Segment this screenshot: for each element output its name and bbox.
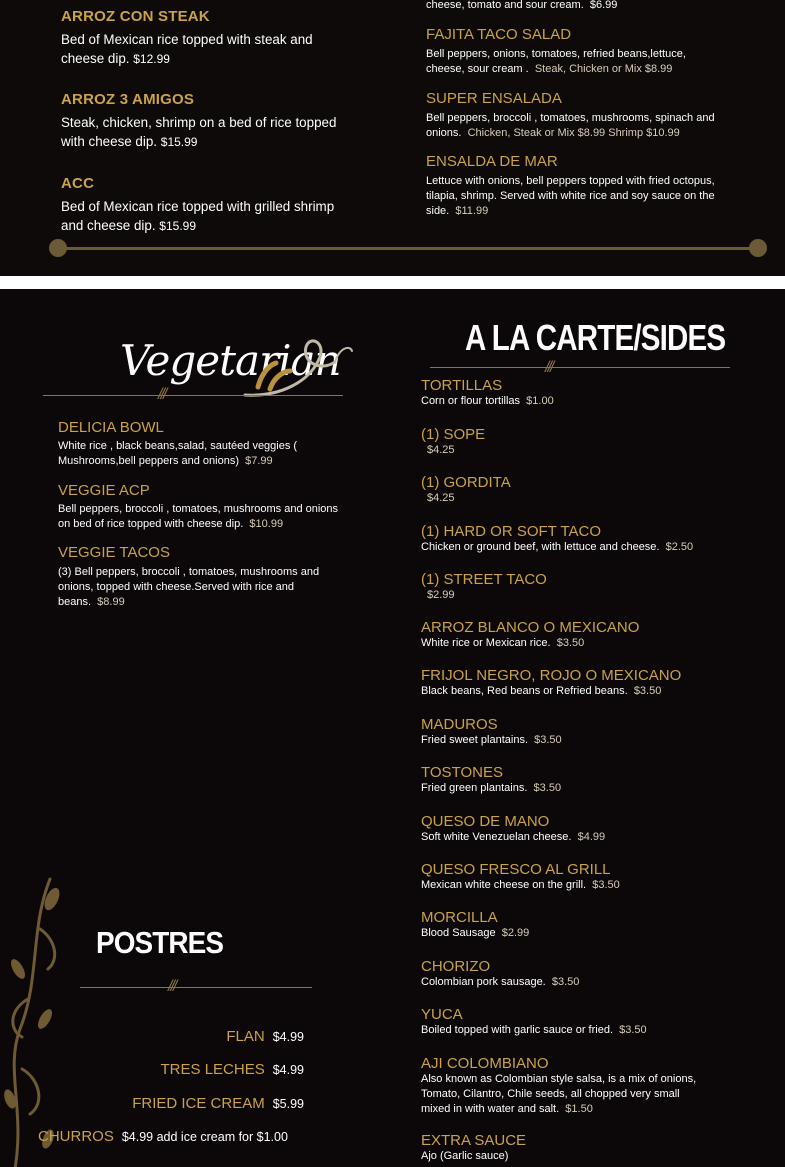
heading-rule — [430, 367, 730, 368]
list-item: QUESO FRESCO AL GRILL Mexican white cheese on the grill. $3.50 — [421, 861, 620, 891]
dessert-item: CHURROS $4.99 add ice cream for $1.00 — [38, 1128, 288, 1145]
item-title: VEGGIE TACOS — [58, 544, 170, 561]
list-item: MORCILLA Blood Sausage $2.99 — [421, 909, 530, 939]
list-item: AJI COLOMBIANO Also known as Colombian style salsa, is a mix of onions, Tomato, Cilantro, Chile seeds, all chopped very small mixed in with water and salt. $1.50 — [421, 1055, 697, 1115]
list-item: TORTILLAS Corn or flour tortillas $1.00 — [421, 377, 554, 407]
divider-dot — [749, 239, 767, 257]
sides-heading: A LA CARTE/SIDES — [465, 317, 726, 358]
list-item: FRIJOL NEGRO, ROJO O MEXICANO Black beans, Red beans or Refried beans. $3.50 — [421, 667, 682, 697]
item-title: ACC — [61, 175, 95, 192]
list-item: CHORIZO Colombian pork sausage. $3.50 — [421, 958, 580, 988]
list-item: (1) GORDITA $4.25 — [421, 474, 511, 504]
item-desc: Bed of Mexican rice topped with grilled shrimp and cheese dip. $15.99 — [61, 199, 335, 233]
item-title: DELICIA BOWL — [58, 419, 164, 436]
item-title: ENSALDA DE MAR — [426, 153, 558, 170]
flourish-icon — [240, 327, 360, 402]
list-item: (1) HARD OR SOFT TACO Chicken or ground beef, with lettuce and cheese. $2.50 — [421, 523, 694, 553]
list-item: (1) STREET TACO $2.99 — [421, 571, 547, 601]
item-title: FAJITA TACO SALAD — [426, 26, 572, 43]
vegetarian-heading: Vegetarian — [120, 336, 341, 385]
item-desc: Bell peppers, onions, tomatoes, refried beans,lettuce, cheese, sour cream . Steak, Chicken or Mix $8.99 — [426, 48, 686, 75]
slash-ornament-icon: /// — [545, 359, 553, 376]
item-title: VEGGIE ACP — [58, 482, 150, 499]
item-desc: Bed of Mexican rice topped with steak and cheese dip. $12.99 — [61, 32, 313, 66]
slash-ornament-icon: /// — [168, 978, 176, 995]
item-desc: Steak, chicken, shrimp on a bed of rice topped with cheese dip. $15.99 — [61, 115, 337, 149]
list-item: TOSTONES Fried green plantains. $3.50 — [421, 764, 562, 794]
bottom-menu-panel — [0, 289, 785, 1167]
postres-heading: POSTRES — [96, 925, 224, 960]
item-title: ARROZ 3 AMIGOS — [61, 91, 195, 108]
item-desc: Bell peppers, broccoli , tomatoes, mushrooms and onions on bed of rice topped with cheese dip. $10.99 — [58, 503, 339, 530]
slash-ornament-icon: /// — [158, 386, 166, 403]
list-item: ARROZ BLANCO O MEXICANO White rice or Mexican rice. $3.50 — [421, 619, 640, 649]
list-item: MADUROS Fried sweet plantains. $3.50 — [421, 716, 562, 746]
top-menu-panel — [0, 0, 785, 276]
list-item: (1) SOPE $4.25 — [421, 426, 486, 456]
divider-bar — [58, 247, 758, 250]
dessert-item: TRES LECHES $4.99 — [160, 1061, 304, 1078]
item-title: SUPER ENSALADA — [426, 90, 562, 107]
dessert-item: FLAN $4.99 — [226, 1028, 304, 1045]
item-desc: (3) Bell peppers, broccoli , tomatoes, mushrooms and onions, topped with cheese.Served with rice and beans. $8.99 — [58, 566, 320, 608]
heading-rule — [80, 987, 312, 988]
item-desc-cutoff: cheese, tomato and sour cream. $6.99 — [426, 0, 618, 11]
item-desc: Bell peppers, broccoli , tomatoes, mushrooms, spinach and onions. Chicken, Steak or Mix $8.99 Shrimp $10.99 — [426, 112, 715, 139]
dessert-item: FRIED ICE CREAM $5.99 — [132, 1095, 304, 1112]
list-item: QUESO DE MANO Soft white Venezuelan cheese. $4.99 — [421, 813, 606, 843]
item-title: ARROZ CON STEAK — [61, 8, 210, 25]
list-item: EXTRA SAUCE Ajo (Garlic sauce) — [421, 1132, 527, 1162]
list-item: YUCA Boiled topped with garlic sauce or fried. $3.50 — [421, 1006, 647, 1036]
heading-rule — [43, 395, 343, 396]
item-desc: Lettuce with onions, bell peppers topped with fried octopus, tilapia, shrimp. Served with white rice and soy sauce on the side. $11.99 — [426, 175, 715, 217]
vine-ornament-icon — [0, 869, 70, 1167]
divider-dot — [49, 239, 67, 257]
item-desc: White rice , black beans,salad, sautéed veggies ( Mushrooms,bell peppers and onions) $7.99 — [58, 440, 298, 467]
